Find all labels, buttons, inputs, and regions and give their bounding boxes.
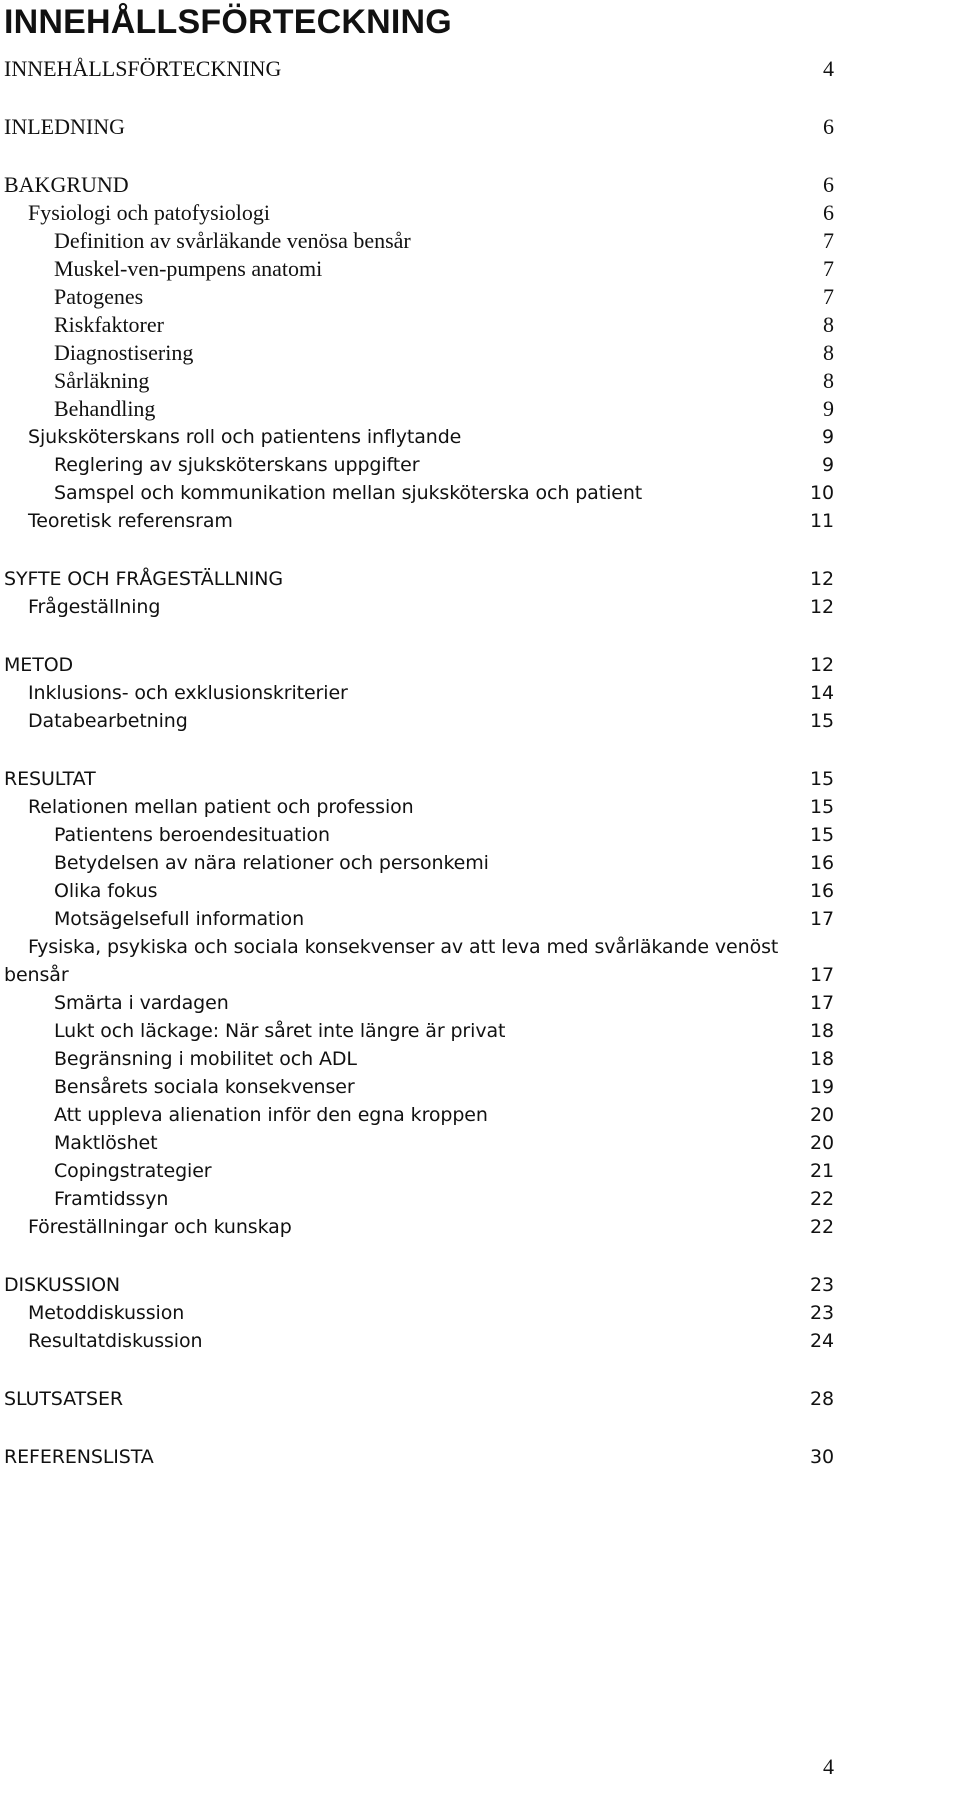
toc-entry-label: Maktlöshet — [54, 1132, 158, 1154]
toc-entry-bakgrund[interactable] — [0, 170, 960, 200]
toc-entry-label: Copingstrategier — [54, 1160, 212, 1182]
toc-entry-fysiska-psykiska-continued[interactable] — [0, 960, 960, 990]
document-title: INNEHÅLLSFÖRTECKNING — [4, 3, 452, 41]
toc-entry-label: Resultatdiskussion — [28, 1330, 203, 1352]
toc-entry-patogenes[interactable] — [0, 282, 960, 312]
toc-entry-diskussion[interactable] — [0, 1270, 960, 1300]
toc-entry-page: 7 — [823, 284, 834, 309]
toc-entry-innehallsforteckning[interactable] — [0, 54, 960, 84]
toc-entry-page: 23 — [810, 1302, 834, 1324]
toc-entry-label: Behandling — [54, 396, 156, 421]
toc-entry-page: 18 — [810, 1048, 834, 1070]
toc-entry-lukt[interactable] — [0, 1016, 960, 1046]
toc-entry-label: Lukt och läckage: När såret inte längre är privat — [54, 1020, 506, 1042]
toc-entry-resultatdiskussion[interactable] — [0, 1326, 960, 1356]
toc-entry-metod[interactable] — [0, 650, 960, 680]
toc-entry-page: 7 — [823, 256, 834, 281]
toc-entry-page: 8 — [823, 340, 834, 365]
toc-entry-page: 20 — [810, 1104, 834, 1126]
toc-entry-page: 8 — [823, 368, 834, 393]
toc-entry-copingstrategier[interactable] — [0, 1156, 960, 1186]
toc-entry-label: Olika fokus — [54, 880, 158, 902]
toc-entry-inledning[interactable] — [0, 112, 960, 142]
toc-entry-label: Samspel och kommunikation mellan sjuksköterska och patient — [54, 482, 643, 504]
toc-entry-page: 9 — [822, 426, 834, 448]
toc-entry-bensarets[interactable] — [0, 1072, 960, 1102]
toc-entry-metoddiskussion[interactable] — [0, 1298, 960, 1328]
toc-entry-page: 4 — [823, 56, 834, 81]
toc-entry-label: SYFTE OCH FRÅGESTÄLLNING — [4, 568, 284, 590]
toc-entry-framtidssyn[interactable] — [0, 1184, 960, 1214]
toc-entry-page: 6 — [823, 200, 834, 225]
toc-entry-label: Metoddiskussion — [28, 1302, 185, 1324]
toc-entry-begransning[interactable] — [0, 1044, 960, 1074]
toc-entry-page: 15 — [810, 768, 834, 790]
toc-entry-page: 17 — [810, 992, 834, 1014]
toc-entry-page: 30 — [810, 1446, 834, 1468]
toc-entry-smarta[interactable] — [0, 988, 960, 1018]
toc-entry-behandling[interactable] — [0, 394, 960, 424]
toc-entry-page: 11 — [810, 510, 834, 532]
toc-entry-label: Muskel-ven-pumpens anatomi — [54, 256, 323, 281]
toc-entry-label: Teoretisk referensram — [28, 510, 233, 532]
toc-entry-label: INLEDNING — [4, 114, 125, 139]
toc-entry-label: Frågeställning — [28, 596, 161, 618]
toc-entry-label: Sårläkning — [54, 368, 150, 393]
toc-entry-page: 12 — [810, 596, 834, 618]
toc-entry-fragestallning[interactable] — [0, 592, 960, 622]
toc-entry-label: Smärta i vardagen — [54, 992, 229, 1014]
toc-entry-fysiska-psykiska[interactable] — [0, 932, 960, 962]
toc-entry-syfte[interactable] — [0, 564, 960, 594]
toc-entry-fysiologi[interactable] — [0, 198, 960, 228]
toc-entry-label: Riskfaktorer — [54, 312, 164, 337]
toc-entry-label: SLUTSATSER — [4, 1388, 124, 1410]
toc-entry-label: Sjuksköterskans roll och patientens inflytande — [28, 426, 462, 448]
toc-entry-databearbetning[interactable] — [0, 706, 960, 736]
toc-entry-betydelsen[interactable] — [0, 848, 960, 878]
toc-entry-alienation[interactable] — [0, 1100, 960, 1130]
toc-entry-label: REFERENSLISTA — [4, 1446, 154, 1468]
toc-entry-page: 15 — [810, 824, 834, 846]
toc-entry-label: Reglering av sjuksköterskans uppgifter — [54, 454, 420, 476]
toc-entry-label: Fysiska, psykiska och sociala konsekvenser av att leva med svårläkande venöst — [28, 936, 779, 958]
toc-entry-label: Bensårets sociala konsekvenser — [54, 1076, 355, 1098]
toc-entry-label: Relationen mellan patient och profession — [28, 796, 414, 818]
toc-entry-page: 22 — [810, 1216, 834, 1238]
toc-entry-label: Patientens beroendesituation — [54, 824, 330, 846]
toc-entry-label: INNEHÅLLSFÖRTECKNING — [4, 56, 282, 81]
toc-entry-page: 17 — [810, 908, 834, 930]
toc-entry-teoretisk-referensram[interactable] — [0, 506, 960, 536]
toc-entry-page: 22 — [810, 1188, 834, 1210]
toc-entry-page: 6 — [823, 172, 834, 197]
toc-entry-diagnostisering[interactable] — [0, 338, 960, 368]
toc-entry-forestallningar[interactable] — [0, 1212, 960, 1242]
toc-entry-page: 19 — [810, 1076, 834, 1098]
toc-entry-label: METOD — [4, 654, 74, 676]
toc-entry-page: 23 — [810, 1274, 834, 1296]
toc-entry-sjukskoterskans-roll[interactable] — [0, 422, 960, 452]
toc-entry-label: Begränsning i mobilitet och ADL — [54, 1048, 357, 1070]
toc-entry-label: RESULTAT — [4, 768, 96, 790]
toc-entry-page: 15 — [810, 710, 834, 732]
toc-entry-page: 20 — [810, 1132, 834, 1154]
toc-entry-page: 6 — [823, 114, 834, 139]
toc-entry-page: 7 — [823, 228, 834, 253]
toc-entry-label: Diagnostisering — [54, 340, 194, 365]
toc-entry-definition[interactable] — [0, 226, 960, 256]
toc-entry-label: Inklusions- och exklusionskriterier — [28, 682, 348, 704]
toc-entry-page: 14 — [810, 682, 834, 704]
toc-entry-resultat[interactable] — [0, 764, 960, 794]
toc-entry-beroendesituation[interactable] — [0, 820, 960, 850]
toc-entry-label: Patogenes — [54, 284, 144, 309]
toc-entry-label: DISKUSSION — [4, 1274, 121, 1296]
toc-entry-riskfaktorer[interactable] — [0, 310, 960, 340]
toc-entry-relationen[interactable] — [0, 792, 960, 822]
toc-entry-label: Föreställningar och kunskap — [28, 1216, 292, 1238]
toc-entry-page: 28 — [810, 1388, 834, 1410]
toc-entry-olika-fokus[interactable] — [0, 876, 960, 906]
toc-entry-label: Att uppleva alienation inför den egna kroppen — [54, 1104, 488, 1126]
toc-entry-label: Definition av svårläkande venösa bensår — [54, 228, 411, 253]
toc-entry-page: 16 — [810, 880, 834, 902]
toc-entry-muskel-ven-pumpens[interactable] — [0, 254, 960, 284]
toc-entry-label: Databearbetning — [28, 710, 188, 732]
toc-entry-page: 18 — [810, 1020, 834, 1042]
toc-entry-page: 12 — [810, 568, 834, 590]
toc-entry-page: 12 — [810, 654, 834, 676]
toc-entry-label: Motsägelsefull information — [54, 908, 305, 930]
toc-entry-page: 21 — [810, 1160, 834, 1182]
toc-entry-label: bensår — [4, 964, 69, 986]
toc-entry-page: 8 — [823, 312, 834, 337]
toc-entry-label: Fysiologi och patofysiologi — [28, 200, 270, 225]
toc-entry-label: Framtidssyn — [54, 1188, 169, 1210]
toc-entry-slutsatser[interactable] — [0, 1384, 960, 1414]
toc-entry-page: 9 — [823, 396, 834, 421]
toc-entry-reglering[interactable] — [0, 450, 960, 480]
toc-entry-page: 10 — [810, 482, 834, 504]
toc-entry-page: 15 — [810, 796, 834, 818]
toc-entry-samspel[interactable] — [0, 478, 960, 508]
toc-entry-label: BAKGRUND — [4, 172, 129, 197]
toc-entry-page: 16 — [810, 852, 834, 874]
toc-entry-page: 24 — [810, 1330, 834, 1352]
toc-entry-page: 9 — [822, 454, 834, 476]
toc-entry-referenslista[interactable] — [0, 1442, 960, 1472]
toc-entry-page: 17 — [810, 964, 834, 986]
toc-entry-sarlakning[interactable] — [0, 366, 960, 396]
toc-entry-inklusions[interactable] — [0, 678, 960, 708]
page-number: 4 — [823, 1754, 834, 1779]
toc-entry-label: Betydelsen av nära relationer och personkemi — [54, 852, 489, 874]
toc-entry-maktloshet[interactable] — [0, 1128, 960, 1158]
toc-entry-motsagelsefull[interactable] — [0, 904, 960, 934]
